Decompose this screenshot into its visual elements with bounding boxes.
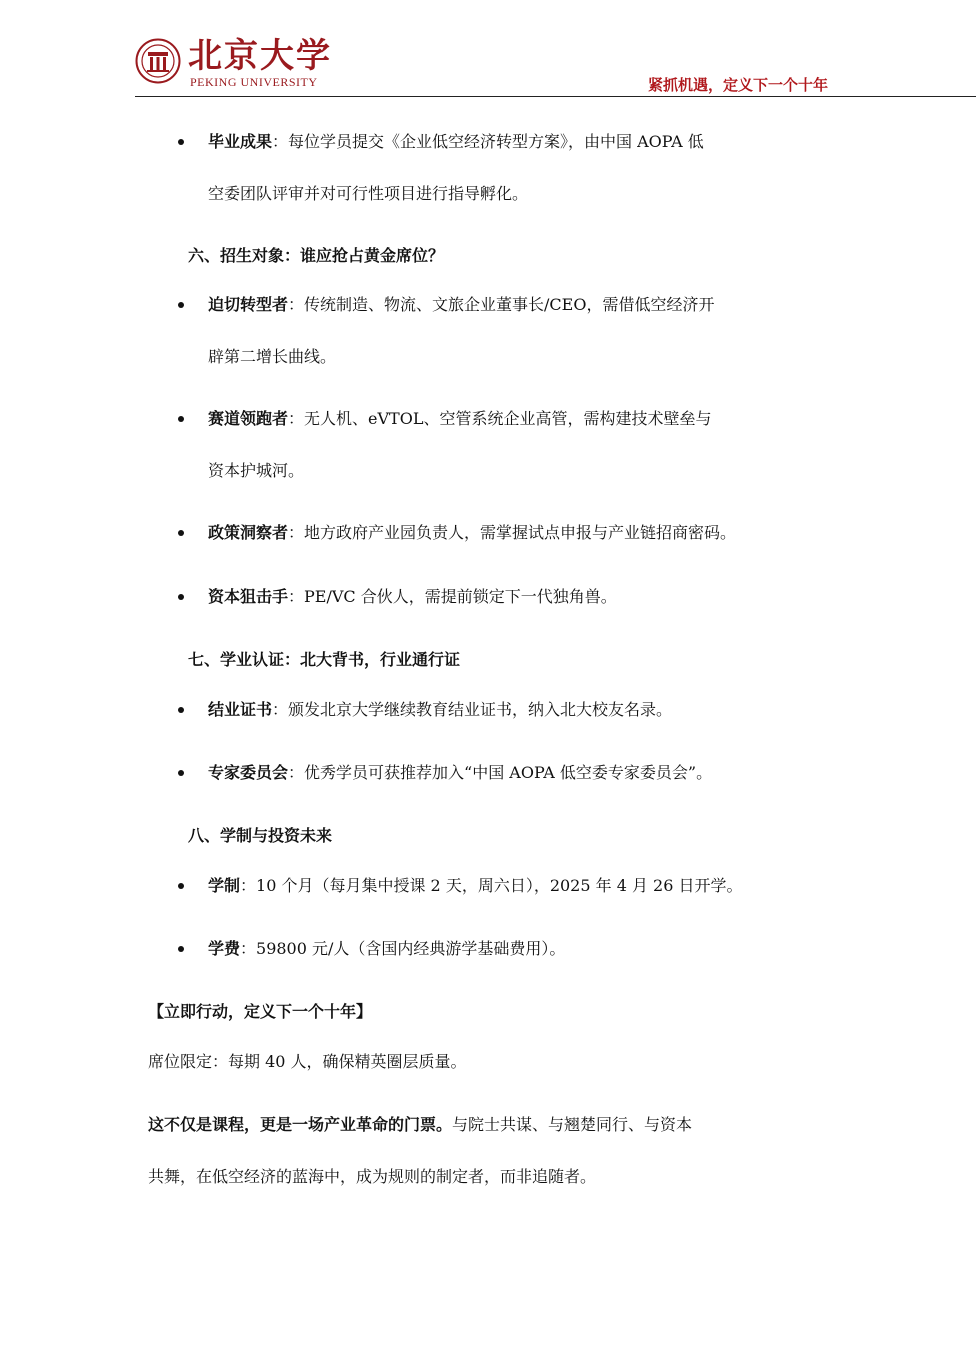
seats-limit-text: 席位限定：每期 40 人，确保精英圈层质量。 <box>148 1052 467 1071</box>
closing-text-continued: 共舞，在低空经济的蓝海中，成为规则的制定者，而非追随者。 <box>148 1167 597 1186</box>
bullet-dot <box>178 530 184 536</box>
header-divider <box>135 96 976 97</box>
item-label: 结业证书 <box>208 700 273 719</box>
list-item-committee <box>208 759 712 787</box>
item-label: 学制 <box>208 876 241 895</box>
item-label: 迫切转型者 <box>208 295 289 314</box>
item-label: 赛道领跑者 <box>208 409 289 428</box>
item-label: 毕业成果 <box>208 132 273 151</box>
bullet-dot <box>178 594 184 600</box>
item-label: 政策洞察者 <box>208 523 289 542</box>
header-slogan: 紧抓机遇，定义下一个十年 <box>647 76 828 94</box>
item-text-continued: 资本护城河。 <box>208 461 305 480</box>
logo-english-name: PEKING UNIVERSITY <box>190 75 318 89</box>
logo-chinese-name: 北京大学 <box>188 36 332 76</box>
list-item-duration <box>208 872 743 900</box>
section-heading-certification: 七、学业认证：北大背书，行业通行证 <box>188 650 461 669</box>
item-text: ：地方政府产业园负责人，需掌握试点申报与产业链招商密码。 <box>288 523 737 542</box>
page-header <box>0 0 976 100</box>
list-item-graduation <box>208 128 704 156</box>
bullet-dot <box>178 707 184 713</box>
list-item-tuition <box>208 935 565 963</box>
item-label: 资本狙击手 <box>208 587 289 606</box>
list-item-transformers <box>208 291 714 319</box>
item-text: ：PE/VC 合伙人，需提前锁定下一代独角兽。 <box>288 587 617 606</box>
list-item-leaders <box>208 405 711 433</box>
list-item-policy <box>208 519 736 547</box>
closing-emphasis: 这不仅是课程，更是一场产业革命的门票。 <box>148 1115 453 1134</box>
item-text: ：颁发北京大学继续教育结业证书，纳入北大校友名录。 <box>272 700 673 719</box>
list-item-capital <box>208 583 617 611</box>
item-text-continued: 辟第二增长曲线。 <box>208 347 337 366</box>
bullet-dot <box>178 302 184 308</box>
item-label: 学费 <box>208 939 241 958</box>
item-text: ：传统制造、物流、文旅企业董事长/CEO，需借低空经济开 <box>288 295 715 314</box>
closing-text: 与院士共谋、与翘楚同行、与资本 <box>452 1115 693 1134</box>
section-heading-enrollment: 六、招生对象：谁应抢占黄金席位？ <box>188 246 445 265</box>
bullet-dot <box>178 770 184 776</box>
bullet-dot <box>178 416 184 422</box>
bullet-dot <box>178 883 184 889</box>
item-text: ：优秀学员可获推荐加入“中国 AOPA 低空委专家委员会”。 <box>288 763 713 782</box>
list-item-certificate <box>208 696 672 724</box>
item-label: 专家委员会 <box>208 763 289 782</box>
call-to-action-title: 【立即行动，定义下一个十年】 <box>148 1002 373 1021</box>
item-text-continued: 空委团队评审并对可行性项目进行指导孵化。 <box>208 184 529 203</box>
item-text: ：每位学员提交《企业低空经济转型方案》，由中国 AOPA 低 <box>272 132 704 151</box>
item-text: ：10 个月（每月集中授课 2 天，周六日），2025 年 4 月 26 日开学。 <box>240 876 743 895</box>
item-text: ：无人机、eVTOL、空管系统企业高管，需构建技术壁垒与 <box>288 409 712 428</box>
section-heading-schedule: 八、学制与投资未来 <box>188 826 333 845</box>
bullet-dot <box>178 946 184 952</box>
bullet-dot <box>178 139 184 145</box>
item-text: ：59800 元/人（含国内经典游学基础费用）。 <box>240 939 566 958</box>
peking-university-seal-icon <box>135 38 181 84</box>
closing-paragraph <box>148 1111 692 1139</box>
